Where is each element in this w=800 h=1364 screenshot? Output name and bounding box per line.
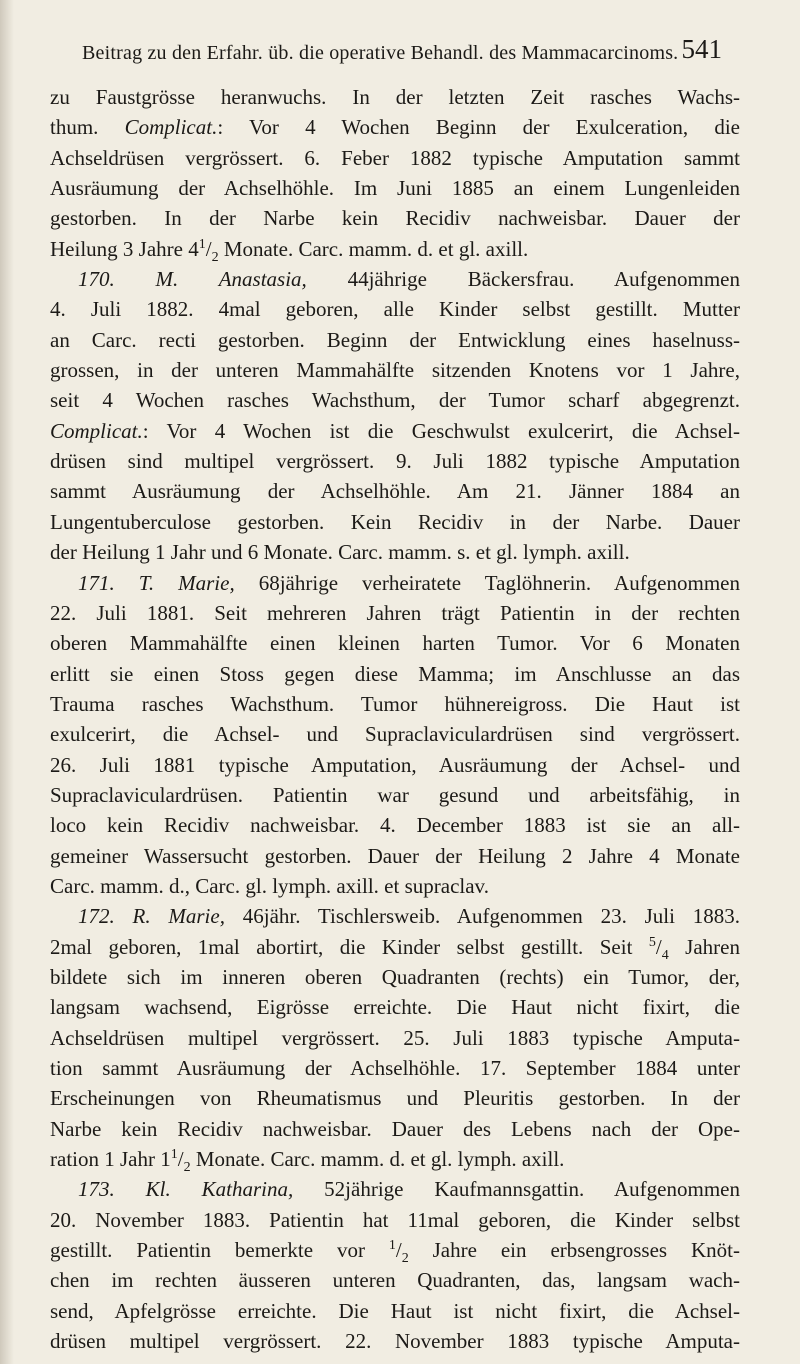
case-heading-173: 173. Kl. Katharina, 52jährige Kaufmannsgattin. Aufgenommen [78, 1177, 740, 1202]
text-line: Narbe kein Recidiv nachweisbar. Dauer des Lebens nach der Ope- [50, 1116, 740, 1141]
text-line: 2mal geboren, 1mal abortirt, die Kinder selbst gestillt. Seit $^5/_4$ Jahren [50, 934, 740, 963]
case-heading-171: 171. T. Marie, 68jährige verheiratete Taglöhnerin. Aufgenommen [78, 570, 740, 595]
text-line: oberen Mammahälfte einen kleinen harten Tumor. Vor 6 Monaten [50, 631, 740, 656]
text-line: 4. Juli 1882. 4mal geboren, alle Kinder selbst gestillt. Mutter [50, 297, 740, 322]
text-line: chen im rechten äusseren unteren Quadranten, das, langsam wach- [50, 1268, 740, 1293]
page-header [82, 34, 722, 70]
case-heading-170: 170. M. Anastasia, 44jährige Bäckersfrau. Aufgenommen [78, 267, 740, 292]
text-line: sammt Ausräumung der Achselhöhle. Am 21. Jänner 1884 an [50, 479, 740, 504]
text-line: Carc. mamm. d., Carc. gl. lymph. axill. et supraclav. [50, 873, 489, 898]
text-line: Heilung 3 Jahre $4^1/_2$ Monate. Carc. mamm. d. et gl. axill. [50, 236, 529, 265]
text-line: Ausräumung der Achselhöhle. Im Juni 1885 an einem Lungenleiden [50, 176, 740, 201]
text-line: seit 4 Wochen rasches Wachsthum, der Tumor scharf abgegrenzt. [50, 388, 740, 413]
text-line: Erscheinungen von Rheumatismus und Pleuritis gestorben. In der [50, 1086, 740, 1111]
text-line: Supraclaviculardrüsen. Patientin war gesund und arbeitsfähig, in [50, 782, 740, 807]
text-line: Achseldrüsen vergrössert. 6. Feber 1882 typische Amputation sammt [50, 145, 740, 170]
text-line: Achseldrüsen multipel vergrössert. 25. Juli 1883 typische Amputa- [50, 1025, 740, 1050]
text-line: send, Apfelgrösse erreichte. Die Haut ist nicht fixirt, die Achsel- [50, 1298, 740, 1323]
text-line: 22. Juli 1881. Seit mehreren Jahren trägt Patientin in der rechten [50, 600, 740, 625]
text-line: thum. Complicat.: Vor 4 Wochen Beginn der Exulceration, die [50, 115, 740, 140]
text-line: Complicat.: Vor 4 Wochen ist die Geschwulst exulcerirt, die Achsel- [50, 418, 740, 443]
text-line: grossen, in der unteren Mammahälfte sitzenden Knotens vor 1 Jahre, [50, 358, 740, 383]
text-line: Trauma rasches Wachsthum. Tumor hühnereigross. Die Haut ist [50, 691, 740, 716]
text-line: erlitt sie einen Stoss gegen diese Mamma; im Anschlusse an das [50, 661, 740, 686]
text-line: exulcerirt, die Achsel- und Supraclaviculardrüsen sind vergrössert. [50, 722, 740, 747]
text-line: ration 1 Jahr $1^1/_2$ Monate. Carc. mamm. d. et gl. lymph. axill. [50, 1147, 565, 1176]
text-line: gemeiner Wassersucht gestorben. Dauer der Heilung 2 Jahre 4 Monate [50, 843, 740, 868]
page-gutter-shadow [0, 0, 14, 1364]
text-line: tion sammt Ausräumung der Achselhöhle. 17. September 1884 unter [50, 1056, 740, 1080]
text-line: 20. November 1883. Patientin hat 11mal geboren, die Kinder selbst [50, 1207, 740, 1232]
text-line: bildete sich im inneren oberen Quadranten (rechts) ein Tumor, der, [50, 964, 740, 989]
text-line: drüsen sind multipel vergrössert. 9. Juli 1882 typische Amputation [50, 449, 740, 474]
running-title: Beitrag zu den Erfahr. üb. die operative Behandl. des Mammacarcinoms. [82, 42, 679, 64]
text-line: Lungentuberculose gestorben. Kein Recidiv in der Narbe. Dauer [50, 509, 740, 534]
text-line: loco kein Recidiv nachweisbar. 4. December 1883 ist sie an all- [50, 813, 740, 838]
text-line: gestorben. In der Narbe kein Recidiv nachweisbar. Dauer der [50, 206, 740, 231]
text-line: der Heilung 1 Jahr und 6 Monate. Carc. mamm. s. et gl. lymph. axill. [50, 540, 630, 565]
page-number: 541 [681, 34, 722, 64]
case-heading-172: 172. R. Marie, 46jähr. Tischlersweib. Aufgenommen 23. Juli 1883. [78, 904, 740, 929]
text-line: 26. Juli 1881 typische Amputation, Ausräumung der Achsel- und [50, 752, 740, 777]
text-line: langsam wachsend, Eigrösse erreichte. Die Haut nicht fixirt, die [50, 995, 740, 1020]
text-line: gestillt. Patientin bemerkte vor $^1/_2$ Jahre ein erbsengrosses Knöt- [50, 1238, 740, 1267]
text-line: zu Faustgrösse heranwuchs. In der letzten Zeit rasches Wachs- [50, 85, 740, 109]
text-line: an Carc. recti gestorben. Beginn der Entwicklung eines haselnuss- [50, 327, 740, 352]
body-text [50, 82, 740, 1356]
text-line: drüsen multipel vergrössert. 22. November 1883 typische Amputa- [50, 1329, 740, 1354]
